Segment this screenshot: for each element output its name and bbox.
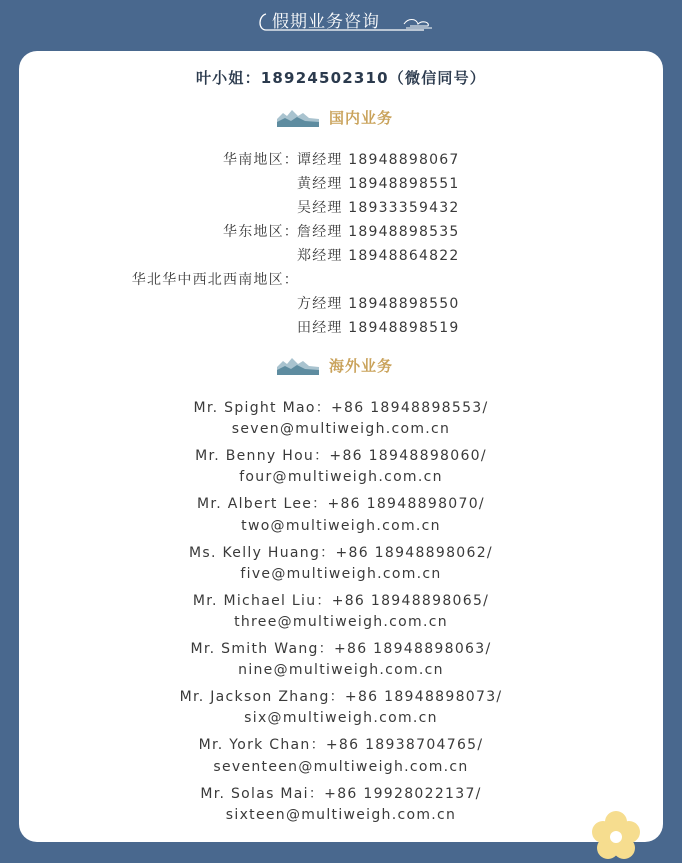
- overseas-contact-phone: Mr. Solas Mai：+86 19928022137/: [200, 786, 482, 802]
- domestic-row: [19, 173, 663, 193]
- mountain-icon: [277, 355, 319, 375]
- domestic-section-header: [277, 105, 437, 129]
- domestic-row: [19, 149, 663, 169]
- region-label: 华南地区：: [223, 152, 299, 168]
- domestic-row: [19, 197, 663, 217]
- overseas-section-header: [277, 353, 437, 377]
- overseas-contact-email: five@multiweigh.com.cn: [240, 566, 442, 582]
- region-label: 华北华中西北西南地区：: [131, 272, 299, 288]
- overseas-contact-phone: Mr. York Chan：+86 18938704765/: [198, 737, 484, 753]
- overseas-contact-phone: Mr. Michael Liu：+86 18948898065/: [192, 593, 490, 609]
- overseas-contact-phone: Mr. Benny Hou：+86 18948898060/: [195, 448, 487, 464]
- header-title: 假期业务咨询: [272, 12, 380, 32]
- overseas-contact-phone: Mr. Jackson Zhang：+86 18948898073/: [179, 689, 503, 705]
- overseas-section-title: 海外业务: [329, 357, 394, 375]
- manager-contact: 方经理 18948898550: [297, 296, 460, 312]
- manager-contact: 吴经理 18933359432: [297, 200, 460, 216]
- manager-contact: 黄经理 18948898551: [297, 176, 460, 192]
- overseas-contact-email: four@multiweigh.com.cn: [239, 469, 443, 485]
- domestic-row: [19, 221, 663, 241]
- overseas-contact-email: six@multiweigh.com.cn: [244, 710, 438, 726]
- domestic-row: [19, 293, 663, 313]
- overseas-contact-email: seven@multiweigh.com.cn: [231, 421, 451, 437]
- overseas-contact-email: two@multiweigh.com.cn: [241, 518, 441, 534]
- manager-contact: 郑经理 18948864822: [297, 248, 460, 264]
- manager-contact: 谭经理 18948898067: [297, 152, 460, 168]
- overseas-contact-phone: Mr. Smith Wang：+86 18948898063/: [190, 641, 492, 657]
- domestic-row: [19, 269, 663, 289]
- flower-icon: [590, 810, 642, 862]
- domestic-section-title: 国内业务: [329, 109, 394, 127]
- overseas-contact-email: nine@multiweigh.com.cn: [238, 662, 444, 678]
- contact-line: 叶小姐：18924502310（微信同号）: [195, 69, 486, 87]
- manager-contact: 田经理 18948898519: [297, 320, 460, 336]
- overseas-contact-phone: Mr. Spight Mao：+86 18948898553/: [193, 400, 489, 416]
- overseas-contact-phone: Mr. Albert Lee：+86 18948898070/: [197, 496, 485, 512]
- header-tab: [256, 4, 434, 34]
- domestic-row: [19, 317, 663, 337]
- manager-contact: 詹经理 18948898535: [297, 224, 460, 240]
- mountain-icon: [277, 107, 319, 127]
- overseas-contact-email: three@multiweigh.com.cn: [234, 614, 448, 630]
- content-card: [19, 51, 663, 842]
- overseas-contact-phone: Ms. Kelly Huang：+86 18948898062/: [189, 545, 493, 561]
- domestic-row: [19, 245, 663, 265]
- overseas-contact-email: seventeen@multiweigh.com.cn: [213, 759, 469, 775]
- overseas-contact-email: sixteen@multiweigh.com.cn: [225, 807, 457, 823]
- region-label: 华东地区：: [223, 224, 299, 240]
